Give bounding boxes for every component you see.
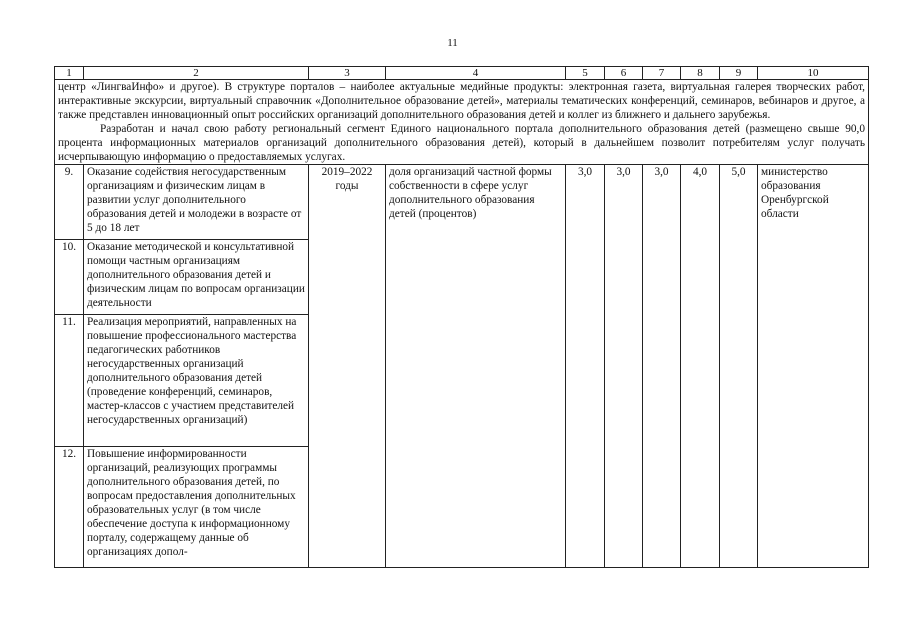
continuation-text-cell [55, 80, 869, 165]
column-header: 5 [566, 67, 605, 80]
event-cell: Оказание содействия негосударственным организациям и физическим лицам в развитии услуг дополнительного образования детей и молодежи в возрасте от 5 до 18 лет [84, 165, 309, 240]
event-cell: Реализация мероприятий, направленных на повышение профессионального мастерства педагогических работников негосударственных организаций дополнительного образования детей (проведение конференций, семинаров, мастер-классов с участием представителей негосударственных организаций) [84, 315, 309, 447]
row-number: 10. [55, 240, 84, 315]
column-header: 3 [309, 67, 386, 80]
period-cell: 2019–2022 годы [309, 165, 386, 568]
continuation-paragraph: Разработан и начал свою работу региональный сегмент Единого национального портала дополнительного образования детей (размещено свыше 90,0 процента информационных материалов организаций дополнительного образования детей), который в дальнейшем позволит потребителям услуг получать исчерпывающую информацию о предоставляемых услугах. [58, 123, 865, 163]
column-header: 2 [84, 67, 309, 80]
row-number: 9. [55, 165, 84, 240]
page-number: 11 [447, 37, 458, 49]
column-header: 7 [643, 67, 681, 80]
executor-cell: министерство образования Оренбургской области [758, 165, 869, 568]
table-row [55, 165, 869, 240]
row-number: 12. [55, 447, 84, 568]
row-number: 11. [55, 315, 84, 447]
value-cell: 3,0 [605, 165, 643, 568]
value-cell: 3,0 [566, 165, 605, 568]
column-header: 8 [681, 67, 720, 80]
column-header: 10 [758, 67, 869, 80]
column-header: 9 [720, 67, 758, 80]
column-number-row [55, 67, 869, 80]
event-cell: Повышение информированности организаций, реализующих программы дополнительного образования детей, по вопросам предоставления дополнительных образовательных услуг (в том числе обеспечение доступа к информационному порталу, содержащему данные об организациях допол- [84, 447, 309, 568]
value-cell: 5,0 [720, 165, 758, 568]
column-header: 4 [386, 67, 566, 80]
continuation-text-row [55, 80, 869, 165]
column-header: 6 [605, 67, 643, 80]
event-cell: Оказание методической и консультативной помощи частным организациям дополнительного образования детей и физическим лицам по вопросам организации деятельности [84, 240, 309, 315]
value-cell: 3,0 [643, 165, 681, 568]
continuation-paragraph: центр «ЛингваИнфо» и другое). В структуре порталов – наиболее актуальные медийные продукты: электронная газета, виртуальная галерея творческих работ, интерактивные экскурсии, виртуальный справочник «Дополнительное образование детей», материалы тематических конференций, семинаров, вебинаров и другое, а также представлен инновационный опыт российских организаций дополнительного образования детей и коллег из ближнего и дальнего зарубежья. [58, 81, 865, 121]
value-cell: 4,0 [681, 165, 720, 568]
measures-table [54, 66, 869, 568]
column-header: 1 [55, 67, 84, 80]
indicator-cell: доля организаций частной формы собственности в сфере услуг дополнительного образования детей (процентов) [386, 165, 566, 568]
